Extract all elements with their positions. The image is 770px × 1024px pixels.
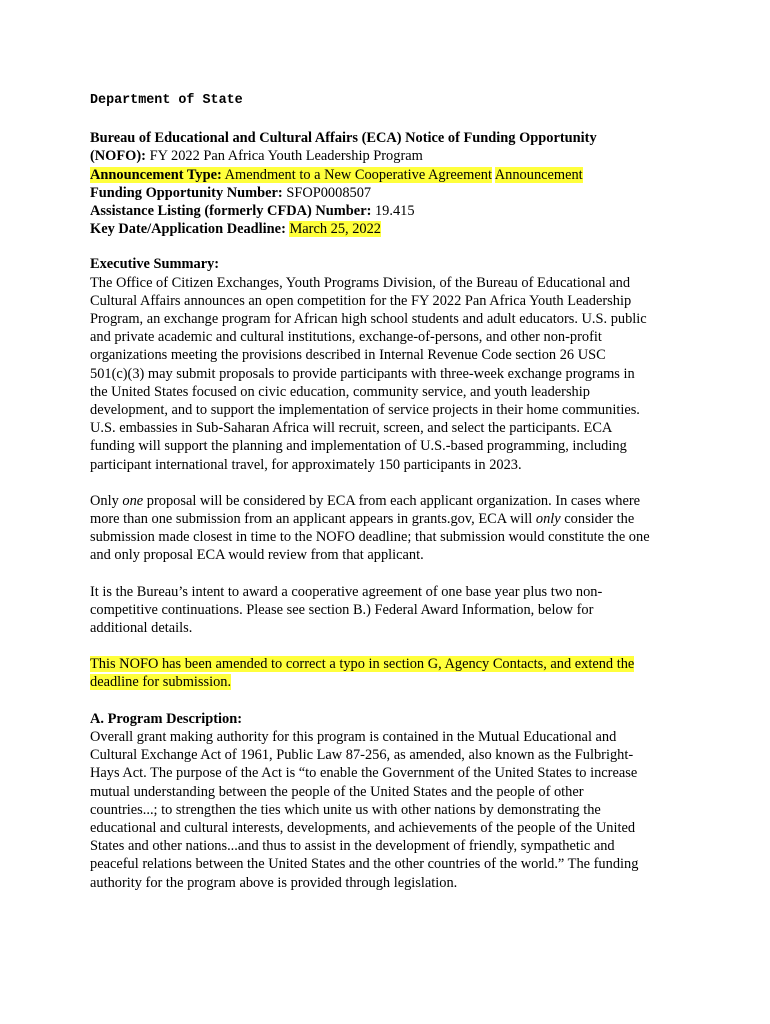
amendment-line-1: [90, 655, 682, 673]
emphasis-one: one: [122, 492, 144, 509]
program-description-line: peaceful relations between the United States and the other countries of the world.” The funding: [90, 856, 639, 873]
assistance-listing-label: Assistance Listing (formerly CFDA) Number:: [90, 203, 372, 220]
executive-summary-line: participant international travel, for approximately 150 participants in 2023.: [90, 456, 522, 473]
deadline-line: [90, 220, 682, 238]
executive-summary-line: U.S. embassies in Sub-Saharan Africa will recruit, screen, and select the participants. ECA: [90, 420, 613, 437]
executive-summary: [90, 255, 682, 473]
executive-summary-line: organizations meeting the provisions described in Internal Revenue Code section 26 USC: [90, 347, 606, 364]
executive-summary-line: The Office of Citizen Exchanges, Youth Programs Division, of the Bureau of Educational and: [90, 274, 631, 291]
intent-line: It is the Bureau’s intent to award a cooperative agreement of one base year plus two non-: [90, 583, 603, 600]
nofo-label: (NOFO):: [90, 148, 146, 165]
announcement-type-value-b: Announcement: [494, 166, 583, 183]
announcement-type-label: Announcement Type:: [90, 166, 222, 183]
program-description-line: mutual understanding between the people of the United States and the people of other: [90, 783, 584, 800]
executive-summary-line: 501(c)(3) may submit proposals to provide participants with three-week exchange programs in: [90, 365, 635, 382]
deadline-label: Key Date/Application Deadline:: [90, 221, 286, 238]
bureau-label: Bureau of Educational and Cultural Affairs (ECA) Notice of Funding Opportunity: [90, 130, 597, 147]
announcement-type-line: [90, 166, 682, 184]
executive-summary-line: funding will support the planning and implementation of U.S.-based programming, including: [90, 438, 627, 455]
nofo-line: [90, 147, 682, 165]
deadline-value: March 25, 2022: [289, 221, 382, 238]
announcement-type-value-a: Amendment to a New Cooperative Agreement: [224, 166, 492, 183]
executive-summary-title: Executive Summary:: [90, 256, 220, 273]
assistance-listing-value: 19.415: [374, 203, 415, 220]
executive-summary-line: Cultural Affairs announces an open competition for the FY 2022 Pan Africa Youth Leadership: [90, 292, 632, 309]
document-page: [90, 92, 682, 910]
proposal-text: Only: [90, 492, 123, 509]
program-description-line: authority for the program above is provided through legislation.: [90, 874, 458, 891]
funding-number-label: Funding Opportunity Number:: [90, 184, 283, 201]
proposal-text: proposal will be considered by ECA from each applicant organization. In cases where: [143, 492, 641, 509]
intent-line: competitive continuations. Please see section B.) Federal Award Information, below for: [90, 601, 594, 618]
proposal-text: more than one submission from an applicant appears in grants.gov, ECA will: [90, 511, 536, 528]
announcement-type-highlight: [90, 167, 492, 183]
proposal-line-2: [90, 510, 682, 528]
executive-summary-line: and private academic and cultural institutions, exchange-of-persons, and other non-profit: [90, 329, 602, 346]
executive-summary-line: the United States focused on civic education, community service, and youth leadership: [90, 383, 590, 400]
assistance-listing-line: [90, 202, 682, 220]
executive-summary-line: development, and to support the implementation of service projects in their home communities.: [90, 402, 640, 419]
funding-number-value: SFOP0008507: [286, 184, 372, 201]
program-description-line: Overall grant making authority for this program is contained in the Mutual Educational and: [90, 728, 617, 745]
amendment-notice: [90, 655, 682, 691]
executive-summary-line: Program, an exchange program for African high school students and adult educators. U.S. public: [90, 311, 647, 328]
program-description-title: A. Program Description:: [90, 710, 243, 727]
department-heading: Department of State: [90, 93, 243, 108]
amendment-text: deadline for submission.: [90, 674, 232, 691]
intent-paragraph: [90, 583, 682, 638]
bureau-line: [90, 129, 682, 147]
proposal-line-4: and only proposal ECA would review from that applicant.: [90, 547, 424, 564]
proposal-text: consider the: [560, 511, 635, 528]
program-description: [90, 710, 682, 892]
spacer: [90, 238, 682, 255]
program-description-line: Hays Act. The purpose of the Act is “to enable the Government of the United States to increase: [90, 765, 638, 782]
nofo-value: FY 2022 Pan Africa Youth Leadership Program: [149, 148, 423, 165]
amendment-line-2: [90, 673, 682, 691]
proposal-line-3: submission made closest in time to the NOFO deadline; that submission would constitute the one: [90, 529, 650, 546]
proposal-paragraph: [90, 492, 682, 565]
header-block: [90, 129, 682, 238]
intent-line: additional details.: [90, 620, 193, 637]
program-description-line: States and other nations...and thus to assist in the development of friendly, sympathetic and: [90, 838, 615, 855]
funding-number-line: [90, 184, 682, 202]
emphasis-only: only: [535, 511, 561, 528]
proposal-line-1: [90, 492, 682, 510]
program-description-line: countries...; to strengthen the ties which unite us with other nations by demonstrating the: [90, 801, 601, 818]
program-description-line: Cultural Exchange Act of 1961, Public Law 87-256, as amended, also known as the Fulbright-: [90, 747, 634, 764]
amendment-text: This NOFO has been amended to correct a typo in section G, Agency Contacts, and extend the: [90, 656, 635, 673]
program-description-line: educational and cultural interests, developments, and achievements of the people of the United: [90, 819, 636, 836]
